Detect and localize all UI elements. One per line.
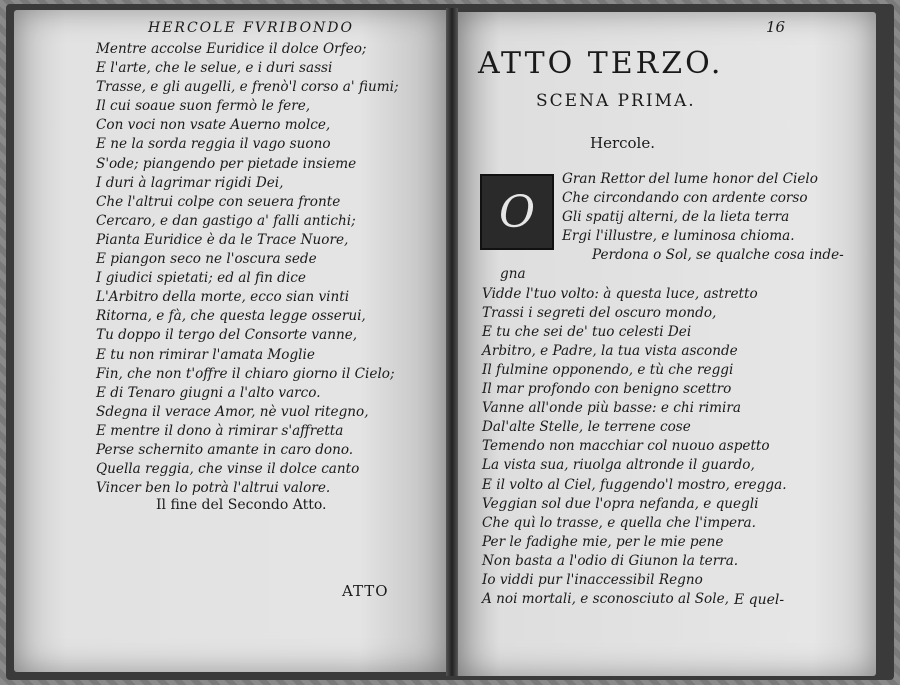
verse-line: Cercaro, e dan gastigo a' falli antichi; — [96, 212, 356, 229]
verse-line: Il cui soaue suon fermò le fere, — [96, 98, 311, 115]
act-title: ATTO TERZO. — [478, 46, 724, 81]
verse-line: E mentre il dono à rimirar s'affretta — [96, 422, 344, 439]
verse-line: Tu doppo il tergo del Consorte vanne, — [96, 327, 358, 344]
verse-line: Perdona o Sol, se qualche cosa inde- — [592, 247, 844, 264]
verse-line: Quella reggia, che vinse il dolce canto — [96, 461, 360, 478]
book-gutter — [446, 8, 458, 676]
verse-line: Gli spatij alterni, de la lieta terra — [562, 209, 790, 226]
verse-line: E piangon seco ne l'oscura sede — [96, 251, 317, 268]
verse-line: Veggian sol due l'opra nefanda, e quegli — [482, 495, 759, 512]
verse-line: Pianta Euridice è da le Trace Nuore, — [96, 231, 349, 248]
running-head: HERCOLE FVRIBONDO — [148, 20, 354, 36]
verse-line: Ergi l'illustre, e luminosa chioma. — [562, 228, 795, 245]
verse-line: Sdegna il verace Amor, nè vuol ritegno, — [96, 403, 369, 420]
verse-line: S'ode; piangendo per pietade insieme — [96, 155, 357, 172]
verse-line: Con voci non vsate Auerno molce, — [96, 117, 331, 134]
verse-line: Dal'alte Stelle, le terrene cose — [482, 419, 691, 436]
verse-line: Perse schernito amante in caro dono. — [96, 441, 354, 458]
page-number: 16 — [766, 18, 786, 36]
left-catchword: ATTO — [342, 582, 389, 600]
verse-line: I duri à lagrimar rigidi Dei, — [96, 174, 284, 191]
verse-line: E tu non rimirar l'amata Moglie — [96, 346, 315, 363]
verse-line: E l'arte, che le selue, e i duri sassi — [96, 60, 333, 77]
verse-line: Io viddi pur l'inaccessibil Regno — [482, 571, 703, 588]
scene-title: SCENA PRIMA. — [536, 91, 696, 111]
verse-line: I giudici spietati; ed al fin dice — [96, 270, 306, 287]
verse-line: E di Tenaro giugni a l'alto varco. — [96, 384, 321, 401]
verse-line: Che circondando con ardente corso — [562, 190, 808, 207]
verse-line: Mentre accolse Euridice il dolce Orfeo; — [96, 41, 367, 57]
verse-line: La vista sua, riuolga altronde il guardo, — [482, 457, 755, 474]
verse-line: L'Arbitro della morte, ecco sian vinti — [96, 289, 350, 306]
verse-line: Che quì lo trasse, e quella che l'impera. — [482, 514, 756, 531]
verse-line: Ritorna, e fà, che questa legge osserui, — [96, 308, 366, 325]
verse-line: Il fulmine opponendo, e tù che reggi — [482, 361, 734, 378]
act-end-note: Il fine del Secondo Atto. — [156, 497, 327, 513]
verse-line: Il mar profondo con benigno scettro — [482, 381, 732, 398]
verse-line: gna — [500, 266, 526, 283]
verse-line: Vidde l'tuo volto: à questa luce, astretto — [482, 285, 758, 302]
decorated-initial: O — [480, 174, 554, 250]
right-catchword: E quel- — [734, 592, 785, 608]
verse-line: Vincer ben lo potrà l'altrui valore. — [96, 480, 331, 497]
verse-line: E ne la sorda reggia il vago suono — [96, 136, 331, 153]
verse-line: A noi mortali, e sconosciuto al Sole, — [482, 591, 729, 608]
verse-line: Fin, che non t'offre il chiaro giorno il Cielo; — [96, 365, 395, 382]
verse-line: Arbitro, e Padre, la tua vista asconde — [482, 342, 738, 359]
left-verse-block — [96, 40, 426, 498]
verse-line: E tu che sei de' tuo celesti Dei — [482, 323, 692, 340]
verse-line: E il volto al Ciel, fuggendo'l mostro, eregga. — [482, 476, 787, 493]
verse-line: Gran Rettor del lume honor del Cielo — [562, 171, 818, 187]
verse-line: Non basta a l'odio di Giunon la terra. — [482, 552, 739, 569]
verse-line: Che l'altrui colpe con seuera fronte — [96, 193, 341, 210]
verse-line: Vanne all'onde più basse: e chi rimira — [482, 400, 742, 417]
verse-line: Temendo non macchiar col nuouo aspetto — [482, 438, 770, 455]
verse-line: Trasse, e gli augelli, e frenò'l corso a' fiumi; — [96, 79, 399, 96]
verse-line: Per le fadighe mie, per le mie pene — [482, 533, 724, 550]
verse-line: Trassi i segreti del oscuro mondo, — [482, 304, 717, 321]
speaker-name: Hercole. — [590, 134, 656, 152]
